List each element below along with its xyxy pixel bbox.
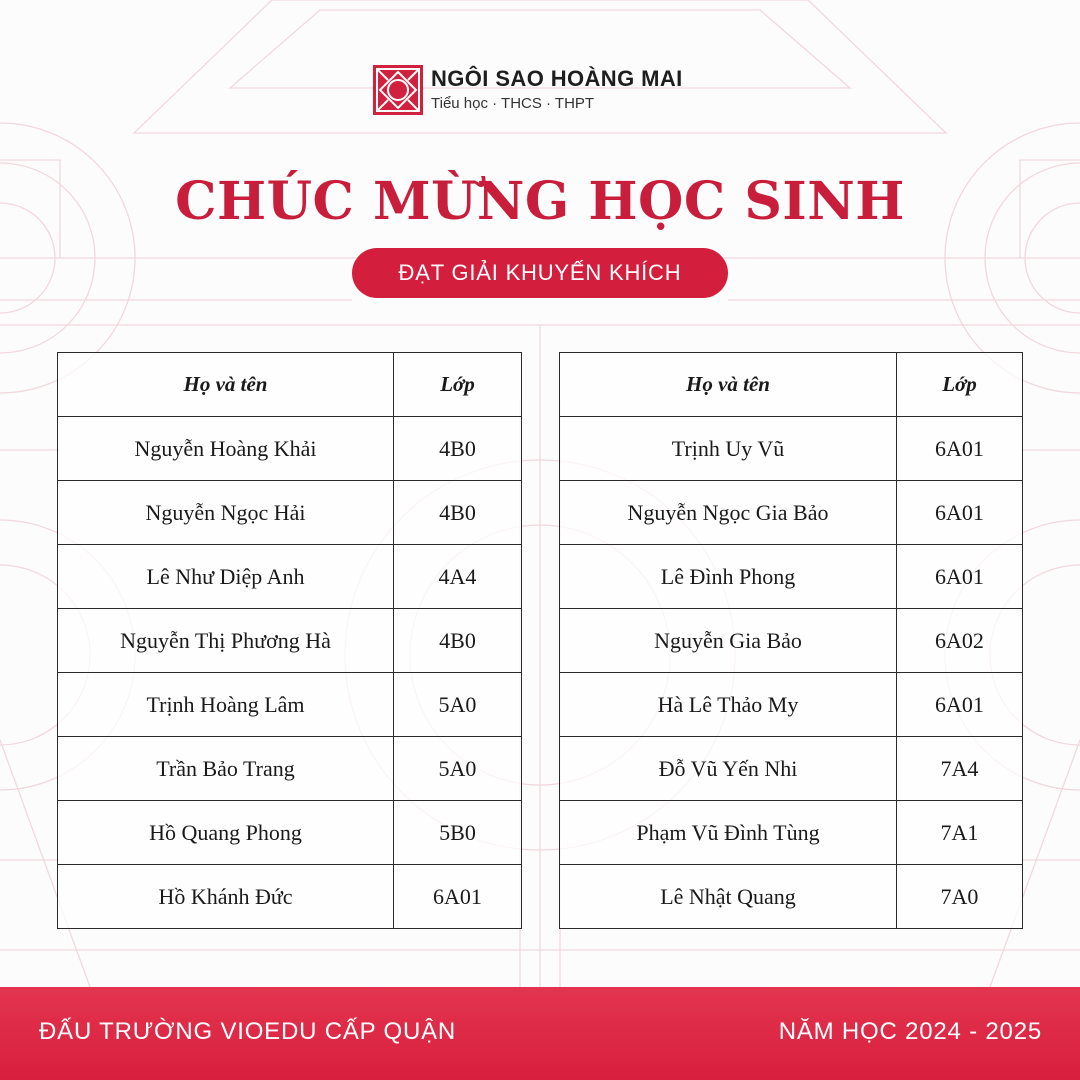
table-row xyxy=(560,417,1023,481)
student-class: 4B0 xyxy=(394,481,522,545)
student-name: Nguyễn Thị Phương Hà xyxy=(58,609,394,673)
school-emblem-icon xyxy=(373,65,423,115)
table-row xyxy=(58,609,522,673)
column-header-class: Lớp xyxy=(897,353,1023,417)
student-class: 4B0 xyxy=(394,417,522,481)
table-row xyxy=(58,673,522,737)
student-name: Hồ Khánh Đức xyxy=(58,865,394,929)
student-name: Đỗ Vũ Yến Nhi xyxy=(560,737,897,801)
student-table-left xyxy=(57,352,522,929)
student-class: 6A01 xyxy=(394,865,522,929)
student-class: 5A0 xyxy=(394,737,522,801)
student-class: 7A4 xyxy=(897,737,1023,801)
student-name: Lê Nhật Quang xyxy=(560,865,897,929)
table-row xyxy=(560,865,1023,929)
student-name: Trịnh Uy Vũ xyxy=(560,417,897,481)
student-name: Hà Lê Thảo My xyxy=(560,673,897,737)
student-name: Lê Đình Phong xyxy=(560,545,897,609)
footer-banner xyxy=(0,987,1080,1080)
student-name: Trần Bảo Trang xyxy=(58,737,394,801)
table-row xyxy=(58,481,522,545)
school-levels: Tiểu học · THCS · THPT xyxy=(431,95,595,112)
student-class: 4B0 xyxy=(394,609,522,673)
student-name: Trịnh Hoàng Lâm xyxy=(58,673,394,737)
table-header-row xyxy=(58,353,522,417)
student-name: Lê Như Diệp Anh xyxy=(58,545,394,609)
table-row xyxy=(560,545,1023,609)
column-header-name: Họ và tên xyxy=(560,353,897,417)
table-row xyxy=(58,865,522,929)
school-year: NĂM HỌC 2024 - 2025 xyxy=(778,1018,1042,1045)
student-name: Hồ Quang Phong xyxy=(58,801,394,865)
student-name: Nguyễn Hoàng Khải xyxy=(58,417,394,481)
table-row xyxy=(560,673,1023,737)
student-name: Phạm Vũ Đình Tùng xyxy=(560,801,897,865)
student-name: Nguyễn Ngọc Hải xyxy=(58,481,394,545)
table-row xyxy=(560,737,1023,801)
student-class: 6A01 xyxy=(897,673,1023,737)
student-table-right xyxy=(559,352,1023,929)
competition-name: ĐẤU TRƯỜNG VIOEDU CẤP QUẬN xyxy=(39,1018,457,1045)
table-row xyxy=(58,737,522,801)
award-badge: ĐẠT GIẢI KHUYẾN KHÍCH xyxy=(352,248,728,298)
student-class: 5B0 xyxy=(394,801,522,865)
student-class: 6A01 xyxy=(897,417,1023,481)
student-class: 7A1 xyxy=(897,801,1023,865)
brand-logo xyxy=(373,64,683,116)
student-name: Nguyễn Ngọc Gia Bảo xyxy=(560,481,897,545)
student-class: 7A0 xyxy=(897,865,1023,929)
table-row xyxy=(560,609,1023,673)
student-class: 6A01 xyxy=(897,481,1023,545)
congratulations-headline: CHÚC MỪNG HỌC SINH xyxy=(175,171,905,232)
student-class: 4A4 xyxy=(394,545,522,609)
student-name: Nguyễn Gia Bảo xyxy=(560,609,897,673)
student-class: 6A01 xyxy=(897,545,1023,609)
student-class: 5A0 xyxy=(394,673,522,737)
table-row xyxy=(58,801,522,865)
school-name: NGÔI SAO HOÀNG MAI xyxy=(431,66,683,91)
student-class: 6A02 xyxy=(897,609,1023,673)
table-row xyxy=(58,417,522,481)
table-row xyxy=(560,481,1023,545)
column-header-class: Lớp xyxy=(394,353,522,417)
table-header-row xyxy=(560,353,1023,417)
table-row xyxy=(58,545,522,609)
table-row xyxy=(560,801,1023,865)
column-header-name: Họ và tên xyxy=(58,353,394,417)
